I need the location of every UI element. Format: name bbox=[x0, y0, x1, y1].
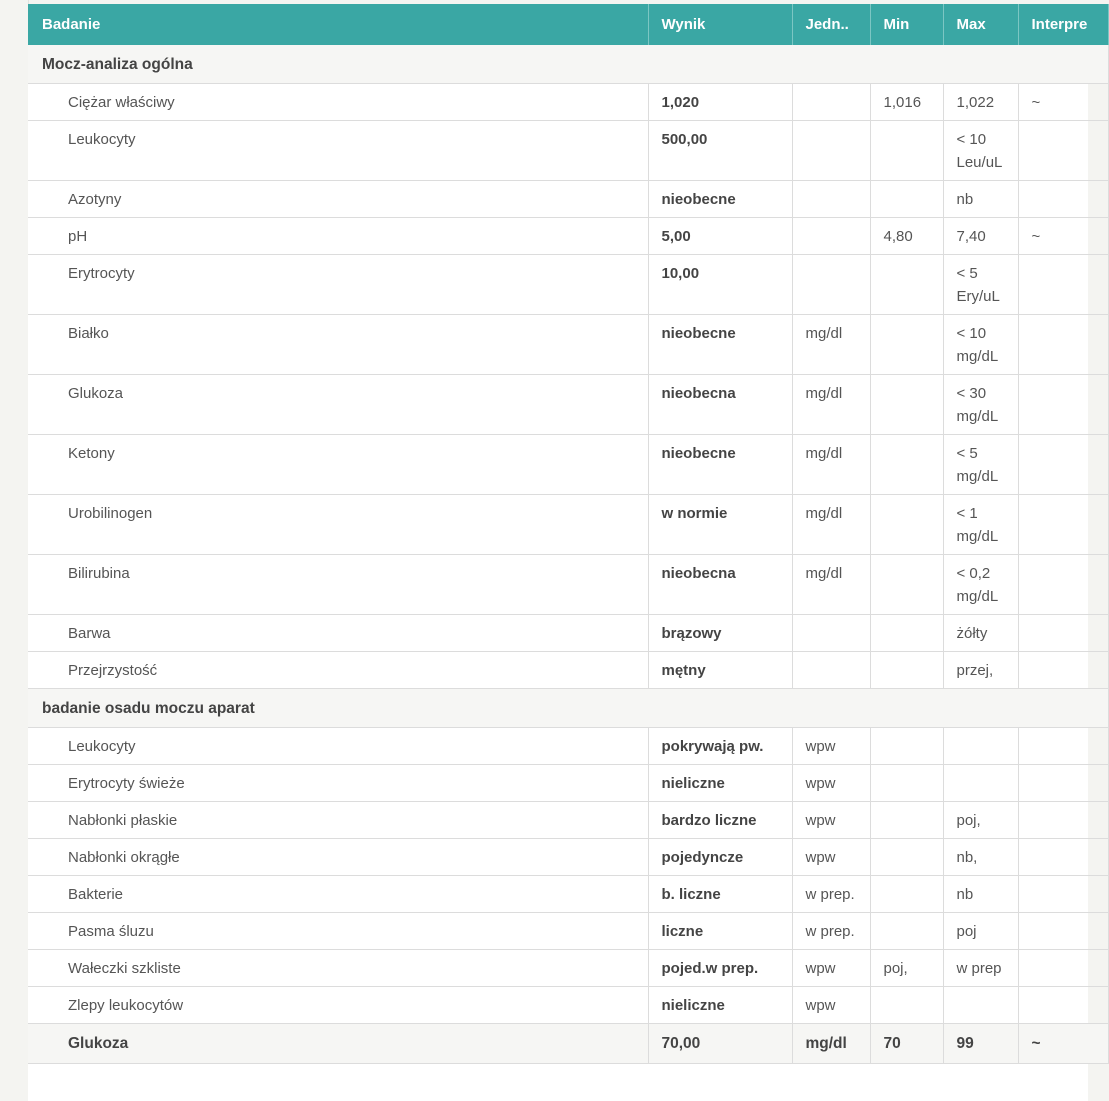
test-max bbox=[943, 987, 1018, 1024]
summary-test-name: Glukoza bbox=[28, 1024, 648, 1064]
test-result: w normie bbox=[648, 495, 792, 555]
summary-test-max: 99 bbox=[943, 1024, 1018, 1064]
test-max: < 30 mg/dL bbox=[943, 375, 1018, 435]
test-result: nieliczne bbox=[648, 987, 792, 1024]
table-row[interactable] bbox=[28, 255, 1108, 315]
test-max: < 1 mg/dL bbox=[943, 495, 1018, 555]
table-row[interactable] bbox=[28, 181, 1108, 218]
test-name: Pasma śluzu bbox=[28, 913, 648, 950]
test-interp: ~ bbox=[1018, 218, 1108, 255]
test-max: w prep bbox=[943, 950, 1018, 987]
table-row[interactable] bbox=[28, 876, 1108, 913]
test-max bbox=[943, 765, 1018, 802]
test-interp bbox=[1018, 913, 1108, 950]
summary-test-min: 70 bbox=[870, 1024, 943, 1064]
test-name: Zlepy leukocytów bbox=[28, 987, 648, 1024]
test-max: przej, bbox=[943, 652, 1018, 689]
table-row[interactable] bbox=[28, 913, 1108, 950]
test-name: Erytrocyty świeże bbox=[28, 765, 648, 802]
test-unit: wpw bbox=[792, 728, 870, 765]
test-min bbox=[870, 181, 943, 218]
test-unit: mg/dl bbox=[792, 315, 870, 375]
table-row[interactable] bbox=[28, 315, 1108, 375]
test-interp bbox=[1018, 495, 1108, 555]
test-interp bbox=[1018, 987, 1108, 1024]
test-result: nieobecne bbox=[648, 435, 792, 495]
table-row[interactable] bbox=[28, 839, 1108, 876]
test-max: < 5 Ery/uL bbox=[943, 255, 1018, 315]
test-min bbox=[870, 435, 943, 495]
test-min: 4,80 bbox=[870, 218, 943, 255]
test-unit: mg/dl bbox=[792, 495, 870, 555]
lab-results-table bbox=[28, 4, 1109, 1064]
test-result: liczne bbox=[648, 913, 792, 950]
page-left-margin bbox=[0, 0, 29, 1101]
test-interp bbox=[1018, 652, 1108, 689]
test-name: Barwa bbox=[28, 615, 648, 652]
section-title: badanie osadu moczu aparat bbox=[28, 689, 1108, 728]
table-row[interactable] bbox=[28, 765, 1108, 802]
table-row[interactable] bbox=[28, 435, 1108, 495]
test-min bbox=[870, 876, 943, 913]
test-name: Wałeczki szkliste bbox=[28, 950, 648, 987]
test-min bbox=[870, 839, 943, 876]
test-name: Glukoza bbox=[28, 375, 648, 435]
header-jedn[interactable]: Jedn.. bbox=[792, 4, 870, 45]
test-interp bbox=[1018, 315, 1108, 375]
test-interp bbox=[1018, 950, 1108, 987]
section-header-row bbox=[28, 689, 1108, 728]
test-result: nieobecna bbox=[648, 375, 792, 435]
test-min bbox=[870, 615, 943, 652]
test-name: Bakterie bbox=[28, 876, 648, 913]
test-result: nieobecne bbox=[648, 315, 792, 375]
summary-row[interactable] bbox=[28, 1024, 1108, 1064]
test-result: bardzo liczne bbox=[648, 802, 792, 839]
test-max: < 5 mg/dL bbox=[943, 435, 1018, 495]
test-name: pH bbox=[28, 218, 648, 255]
test-max: < 10 mg/dL bbox=[943, 315, 1018, 375]
test-interp bbox=[1018, 802, 1108, 839]
summary-test-unit: mg/dl bbox=[792, 1024, 870, 1064]
table-row[interactable] bbox=[28, 495, 1108, 555]
test-max: nb bbox=[943, 876, 1018, 913]
test-name: Azotyny bbox=[28, 181, 648, 218]
test-min bbox=[870, 495, 943, 555]
test-interp bbox=[1018, 615, 1108, 652]
test-min bbox=[870, 255, 943, 315]
test-result: pokrywają pw. bbox=[648, 728, 792, 765]
test-unit bbox=[792, 652, 870, 689]
test-interp bbox=[1018, 876, 1108, 913]
test-result: mętny bbox=[648, 652, 792, 689]
test-unit: mg/dl bbox=[792, 555, 870, 615]
test-result: 10,00 bbox=[648, 255, 792, 315]
test-interp bbox=[1018, 181, 1108, 218]
test-interp: ~ bbox=[1018, 84, 1108, 121]
test-unit: wpw bbox=[792, 765, 870, 802]
test-unit bbox=[792, 121, 870, 181]
table-body bbox=[28, 45, 1108, 1064]
test-interp bbox=[1018, 765, 1108, 802]
test-name: Bilirubina bbox=[28, 555, 648, 615]
header-min[interactable]: Min bbox=[870, 4, 943, 45]
test-max: żółty bbox=[943, 615, 1018, 652]
test-min bbox=[870, 555, 943, 615]
test-interp bbox=[1018, 728, 1108, 765]
test-name: Nabłonki okrągłe bbox=[28, 839, 648, 876]
test-min bbox=[870, 802, 943, 839]
test-min: poj, bbox=[870, 950, 943, 987]
test-max: poj, bbox=[943, 802, 1018, 839]
test-min bbox=[870, 728, 943, 765]
test-result: nieobecna bbox=[648, 555, 792, 615]
test-result: 1,020 bbox=[648, 84, 792, 121]
test-result: b. liczne bbox=[648, 876, 792, 913]
test-unit: w prep. bbox=[792, 876, 870, 913]
test-name: Ciężar właściwy bbox=[28, 84, 648, 121]
test-max bbox=[943, 728, 1018, 765]
test-unit: wpw bbox=[792, 950, 870, 987]
test-max: < 10 Leu/uL bbox=[943, 121, 1018, 181]
section-header-row bbox=[28, 45, 1108, 84]
test-unit bbox=[792, 218, 870, 255]
test-result: nieliczne bbox=[648, 765, 792, 802]
table-header-row bbox=[28, 4, 1108, 45]
table-row[interactable] bbox=[28, 84, 1108, 121]
header-wynik[interactable]: Wynik bbox=[648, 4, 792, 45]
test-result: pojed.w prep. bbox=[648, 950, 792, 987]
table-row[interactable] bbox=[28, 950, 1108, 987]
test-max: 7,40 bbox=[943, 218, 1018, 255]
test-interp bbox=[1018, 375, 1108, 435]
test-unit bbox=[792, 84, 870, 121]
results-table-container bbox=[28, 4, 1088, 1101]
test-max: 1,022 bbox=[943, 84, 1018, 121]
test-min bbox=[870, 913, 943, 950]
test-max: nb bbox=[943, 181, 1018, 218]
test-name: Ketony bbox=[28, 435, 648, 495]
table-row[interactable] bbox=[28, 555, 1108, 615]
test-unit bbox=[792, 615, 870, 652]
test-interp bbox=[1018, 255, 1108, 315]
test-unit: wpw bbox=[792, 839, 870, 876]
test-min bbox=[870, 375, 943, 435]
table-row[interactable] bbox=[28, 218, 1108, 255]
test-unit: wpw bbox=[792, 987, 870, 1024]
test-max: < 0,2 mg/dL bbox=[943, 555, 1018, 615]
summary-test-result: 70,00 bbox=[648, 1024, 792, 1064]
test-name: Leukocyty bbox=[28, 728, 648, 765]
test-max: poj bbox=[943, 913, 1018, 950]
test-unit: wpw bbox=[792, 802, 870, 839]
header-max[interactable]: Max bbox=[943, 4, 1018, 45]
section-title: Mocz-analiza ogólna bbox=[28, 45, 1108, 84]
test-min bbox=[870, 652, 943, 689]
test-unit bbox=[792, 255, 870, 315]
test-max: nb, bbox=[943, 839, 1018, 876]
table-row[interactable] bbox=[28, 728, 1108, 765]
table-row[interactable] bbox=[28, 375, 1108, 435]
test-min bbox=[870, 315, 943, 375]
test-result: 500,00 bbox=[648, 121, 792, 181]
test-name: Białko bbox=[28, 315, 648, 375]
test-name: Leukocyty bbox=[28, 121, 648, 181]
test-interp bbox=[1018, 121, 1108, 181]
test-unit bbox=[792, 181, 870, 218]
header-interp[interactable]: Interpre bbox=[1018, 4, 1108, 45]
test-result: brązowy bbox=[648, 615, 792, 652]
test-unit: mg/dl bbox=[792, 375, 870, 435]
test-name: Przejrzystość bbox=[28, 652, 648, 689]
test-name: Erytrocyty bbox=[28, 255, 648, 315]
test-unit: w prep. bbox=[792, 913, 870, 950]
test-interp bbox=[1018, 839, 1108, 876]
test-result: 5,00 bbox=[648, 218, 792, 255]
test-result: nieobecne bbox=[648, 181, 792, 218]
test-interp bbox=[1018, 555, 1108, 615]
header-badanie[interactable]: Badanie bbox=[28, 4, 648, 45]
table-row[interactable] bbox=[28, 615, 1108, 652]
test-result: pojedyncze bbox=[648, 839, 792, 876]
table-row[interactable] bbox=[28, 652, 1108, 689]
summary-test-interp: ~ bbox=[1018, 1024, 1108, 1064]
test-min bbox=[870, 987, 943, 1024]
test-min: 1,016 bbox=[870, 84, 943, 121]
test-unit: mg/dl bbox=[792, 435, 870, 495]
test-min bbox=[870, 765, 943, 802]
table-row[interactable] bbox=[28, 987, 1108, 1024]
table-row[interactable] bbox=[28, 121, 1108, 181]
table-row[interactable] bbox=[28, 802, 1108, 839]
test-name: Nabłonki płaskie bbox=[28, 802, 648, 839]
test-name: Urobilinogen bbox=[28, 495, 648, 555]
test-min bbox=[870, 121, 943, 181]
test-interp bbox=[1018, 435, 1108, 495]
